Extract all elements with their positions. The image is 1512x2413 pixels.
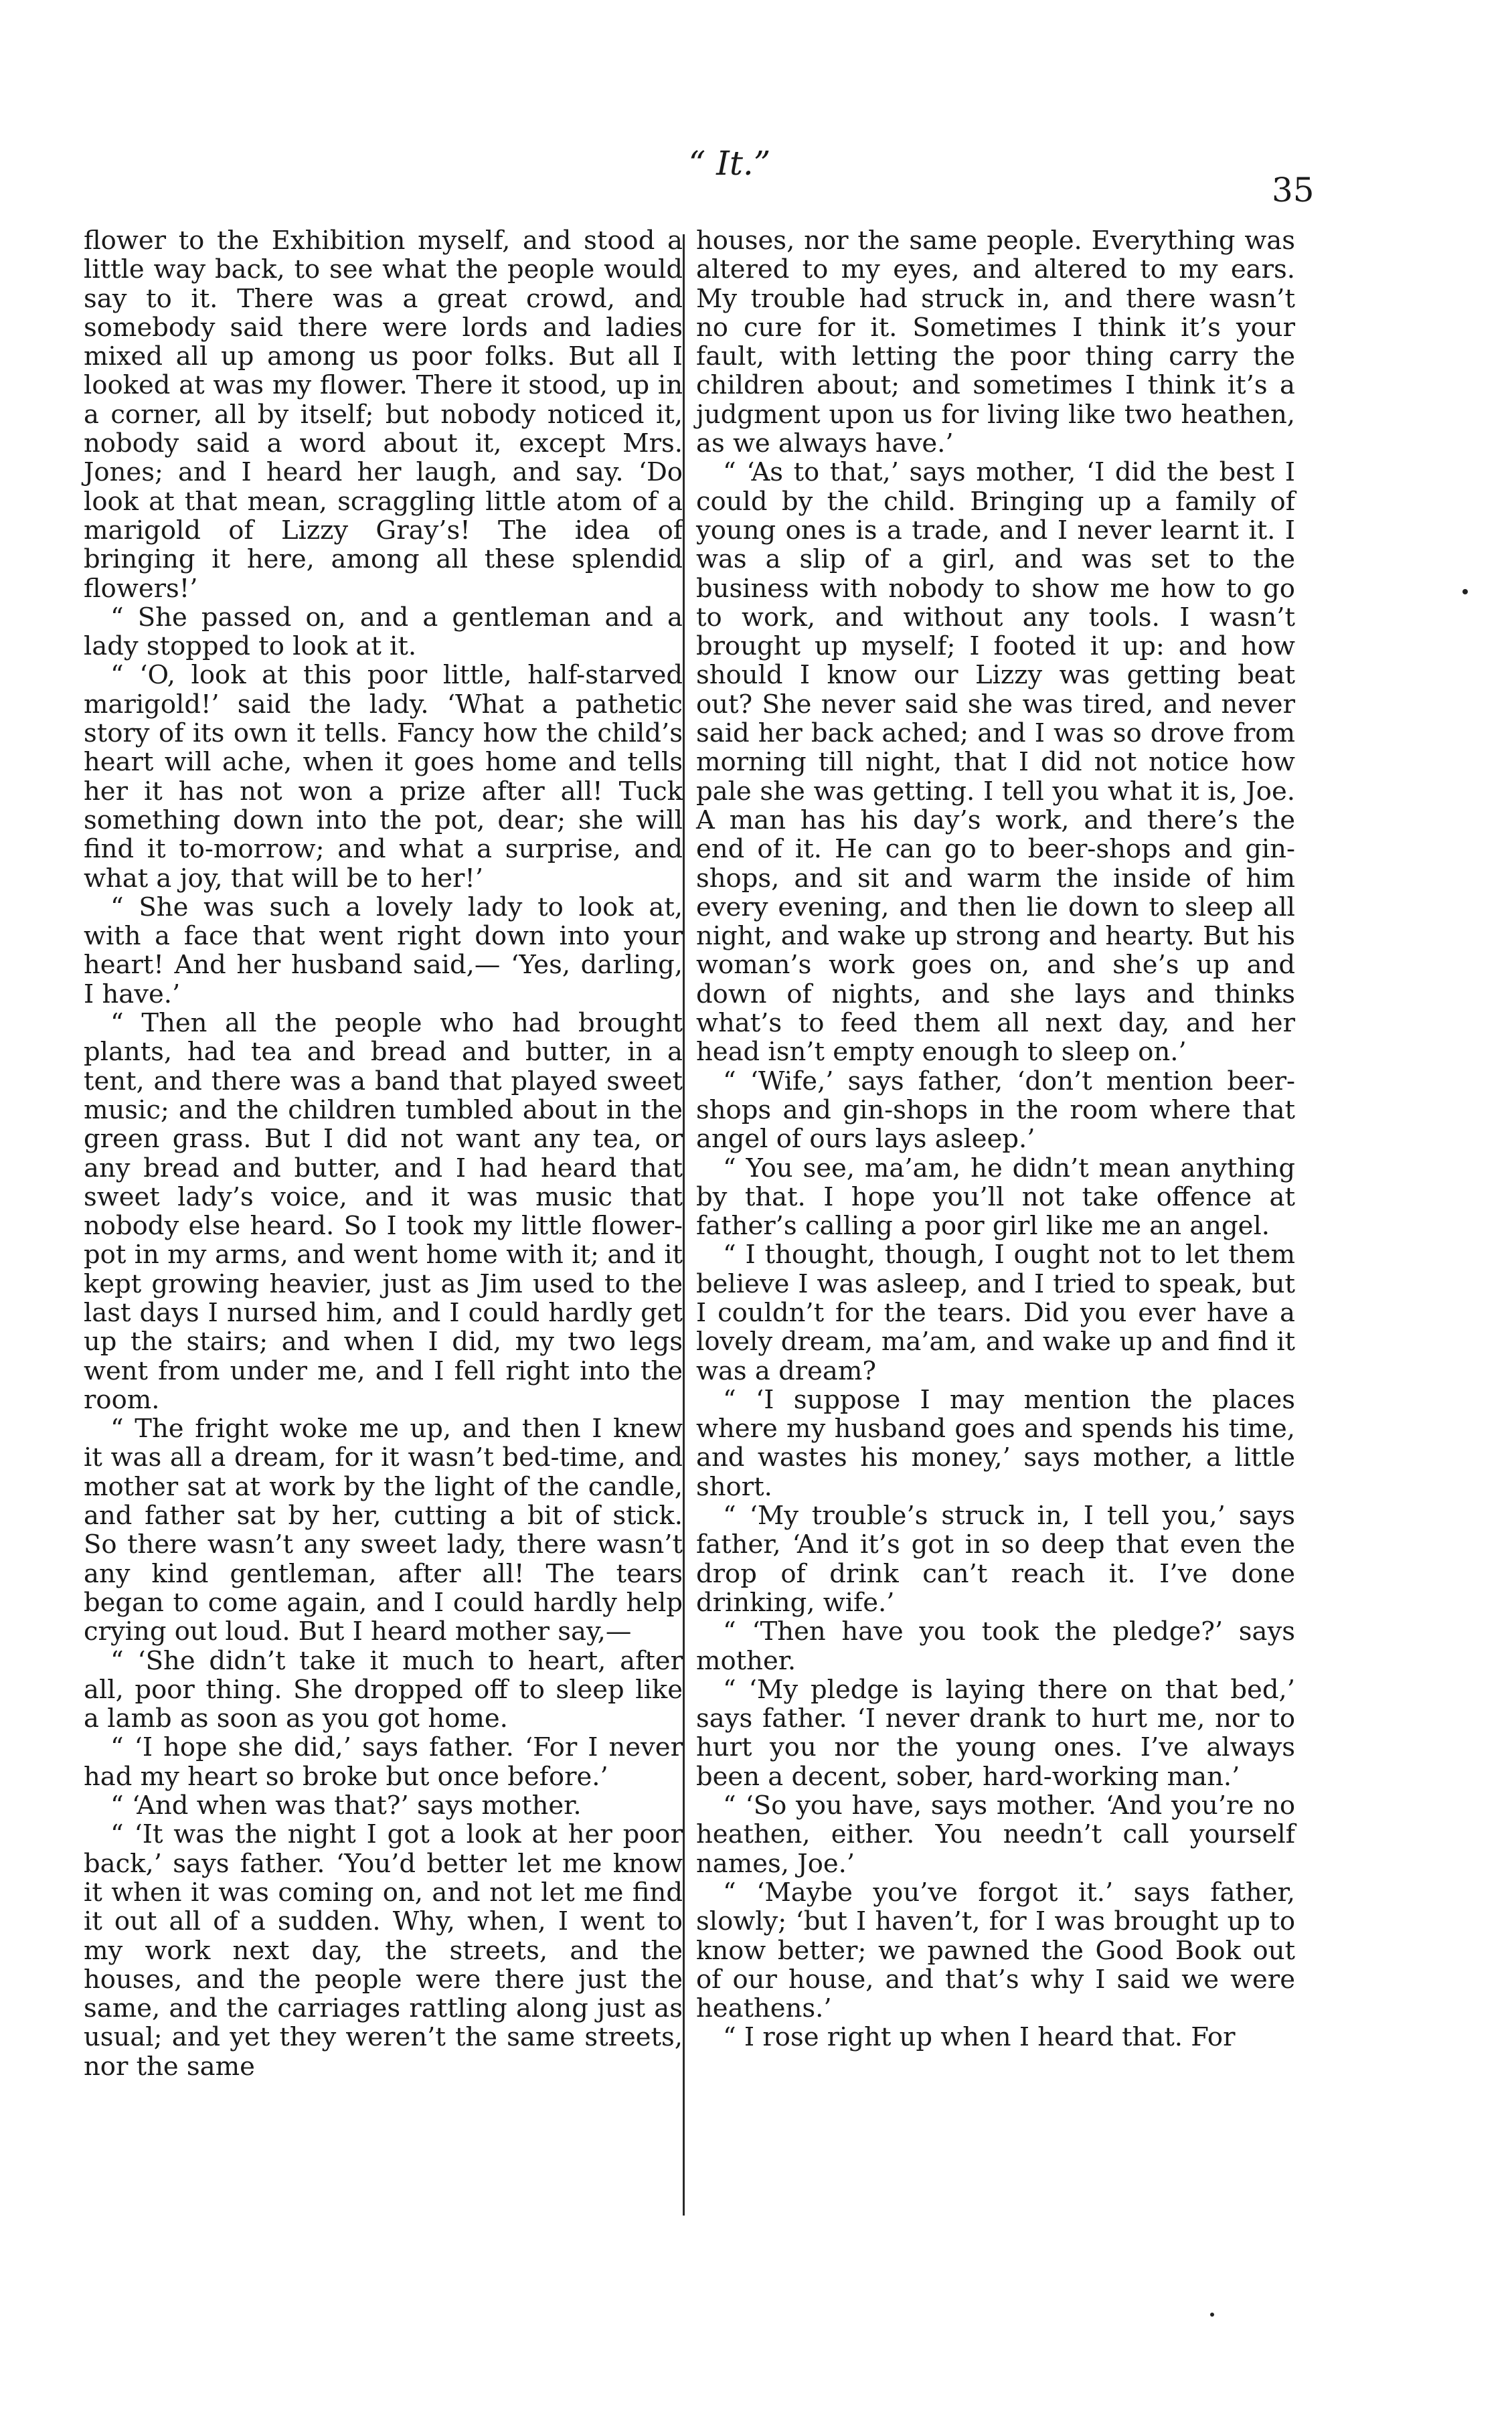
paragraph: “ ‘O, look at this poor little, half-starved marigold!’ said the lady. ‘What a pathetic story of its own it tells. Fancy how the child’s heart will ache, when it goes home and tells her it has not won a prize after all! Tuck something down into the pot, dear; she will find it to-morrow; and what a surprise, and what a joy, that will be to her!’	[84, 660, 683, 894]
paragraph: “ I rose right up when I heard that. For	[723, 2022, 1236, 2053]
running-title: “ It.”	[688, 144, 771, 183]
ink-speck	[1462, 589, 1468, 594]
paragraph: “ She passed on, and a gentleman and a lady stopped to look at it.	[84, 602, 683, 662]
paragraph: “ ‘I suppose I may mention the places where my husband goes and spends his time, and wastes his money,’ says mother, a little short.	[696, 1384, 1295, 1502]
paragraph: “ ‘So you have, says mother. ‘And you’re no heathen, either. You needn’t call yourself names, Joe.’	[696, 1791, 1295, 1879]
paragraph: “ ‘Wife,’ says father, ‘don’t mention beer-shops and gin-shops in the room where that angel of ours lays asleep.’	[696, 1066, 1295, 1155]
paragraph: “ ‘And when was that?’ says mother.	[110, 1791, 582, 1821]
right-column	[696, 226, 1295, 2052]
paragraph: “ ‘It was the night I got a look at her poor back,’ says father. ‘You’d better let me know it when it was coming on, and not let me find it out all of a sudden. Why, when, I went to my work next day, the streets, and the houses, and the people were there just the same, and the carriages rattling along just as usual; and yet they weren’t the same streets, nor the same	[84, 1819, 683, 2082]
paragraph: “ You see, ma’am, he didn’t mean anything by that. I hope you’ll not take offence at father’s calling a poor girl like me an angel.	[696, 1153, 1295, 1242]
paragraph: houses, nor the same people. Everything was altered to my eyes, and altered to my ears. My trouble had struck in, and there wasn’t no cure for it. Sometimes I think it’s your fault, with letting the poor thing carry the children about; and sometimes I think it’s a judgment upon us for living like two heathen, as we always have.’	[696, 226, 1295, 459]
paragraph: “ She was such a lovely lady to look at, with a face that went right down into your heart! And her husband said,— ‘Yes, darling, I have.’	[84, 892, 683, 1009]
paragraph: “ ‘Then have you took the pledge?’ says mother.	[696, 1616, 1295, 1676]
paragraph: “ ‘I hope she did,’ says father. ‘For I never had my heart so broke but once before.’	[84, 1732, 683, 1792]
paragraph: “ ‘Maybe you’ve forgot it.’ says father, slowly; ‘but I haven’t, for I was brought up to know better; we pawned the Good Book out of our house, and that’s why I said we were heathens.’	[696, 1877, 1295, 2024]
paragraph: “ ‘She didn’t take it much to heart, after all, poor thing. She dropped off to sleep like a lamb as soon as you got home.	[84, 1645, 683, 1734]
paragraph: “ Then all the people who had brought plants, had tea and bread and butter, in a tent, and there was a band that played sweet music; and the children tumbled about in the green grass. But I did not want any tea, or any bread and butter, and I had heard that sweet lady’s voice, and it was music that nobody else heard. So I took my little flower-pot in my arms, and went home with it; and it kept growing heavier, just as Jim used to the last days I nursed him, and I could hardly get up the stairs; and when I did, my two legs went from under me, and I fell right into the room.	[84, 1008, 683, 1415]
paragraph: “ ‘My trouble’s struck in, I tell you,’ says father, ‘And it’s got in so deep that even the drop of drink can’t reach it. I’ve done drinking, wife.’	[696, 1501, 1295, 1618]
ink-speck	[1210, 2313, 1214, 2317]
left-column	[84, 226, 683, 2081]
paragraph: “ ‘My pledge is laying there on that bed,’ says father. ‘I never drank to hurt me, nor to hurt you nor the young ones. I’ve always been a decent, sober, hard-working man.’	[696, 1674, 1295, 1792]
column-divider	[683, 234, 685, 2216]
paragraph: “ The fright woke me up, and then I knew it was all a dream, for it wasn’t bed-time, and mother sat at work by the light of the candle, and father sat by her, cutting a bit of stick. So there wasn’t any sweet lady, there wasn’t any kind gentleman, after all! The tears began to come again, and I could hardly help crying out loud. But I heard mother say,—	[84, 1414, 683, 1647]
paragraph: “ ‘As to that,’ says mother, ‘I did the best I could by the child. Bringing up a family of young ones is a trade, and I never learnt it. I was a slip of a girl, and was set to the business with nobody to show me how to go to work, and without any tools. I wasn’t brought up myself; I footed it up: and how should I know our Lizzy was getting beat out? She never said she was tired, and never said her back ached; and I was so drove from morning till night, that I did not notice how pale she was getting. I tell you what it is, Joe. A man has his day’s work, and there’s the end of it. He can go to beer-shops and gin-shops, and sit and warm the inside of him every evening, and then lie down to sleep all night, and wake up strong and hearty. But his woman’s work goes on, and she’s up and down of nights, and she lays and thinks what’s to feed them all next day, and her head isn’t empty enough to sleep on.’	[696, 457, 1295, 1068]
page-number: 35	[1272, 171, 1315, 210]
paragraph: “ I thought, though, I ought not to let them believe I was asleep, and I tried to speak, but I couldn’t for the tears. Did you ever have a lovely dream, ma’am, and wake up and find it was a dream?	[696, 1240, 1295, 1386]
paragraph: flower to the Exhibition myself, and stood a little way back, to see what the people would say to it. There was a great crowd, and somebody said there were lords and ladies mixed all up among us poor folks. But all I looked at was my flower. There it stood, up in a corner, all by itself; but nobody noticed it, nobody said a word about it, except Mrs. Jones; and I heard her laugh, and say. ‘Do look at that mean, scraggling little atom of a marigold of Lizzy Gray’s! The idea of bringing it here, among all these splendid flowers!’	[84, 226, 683, 604]
